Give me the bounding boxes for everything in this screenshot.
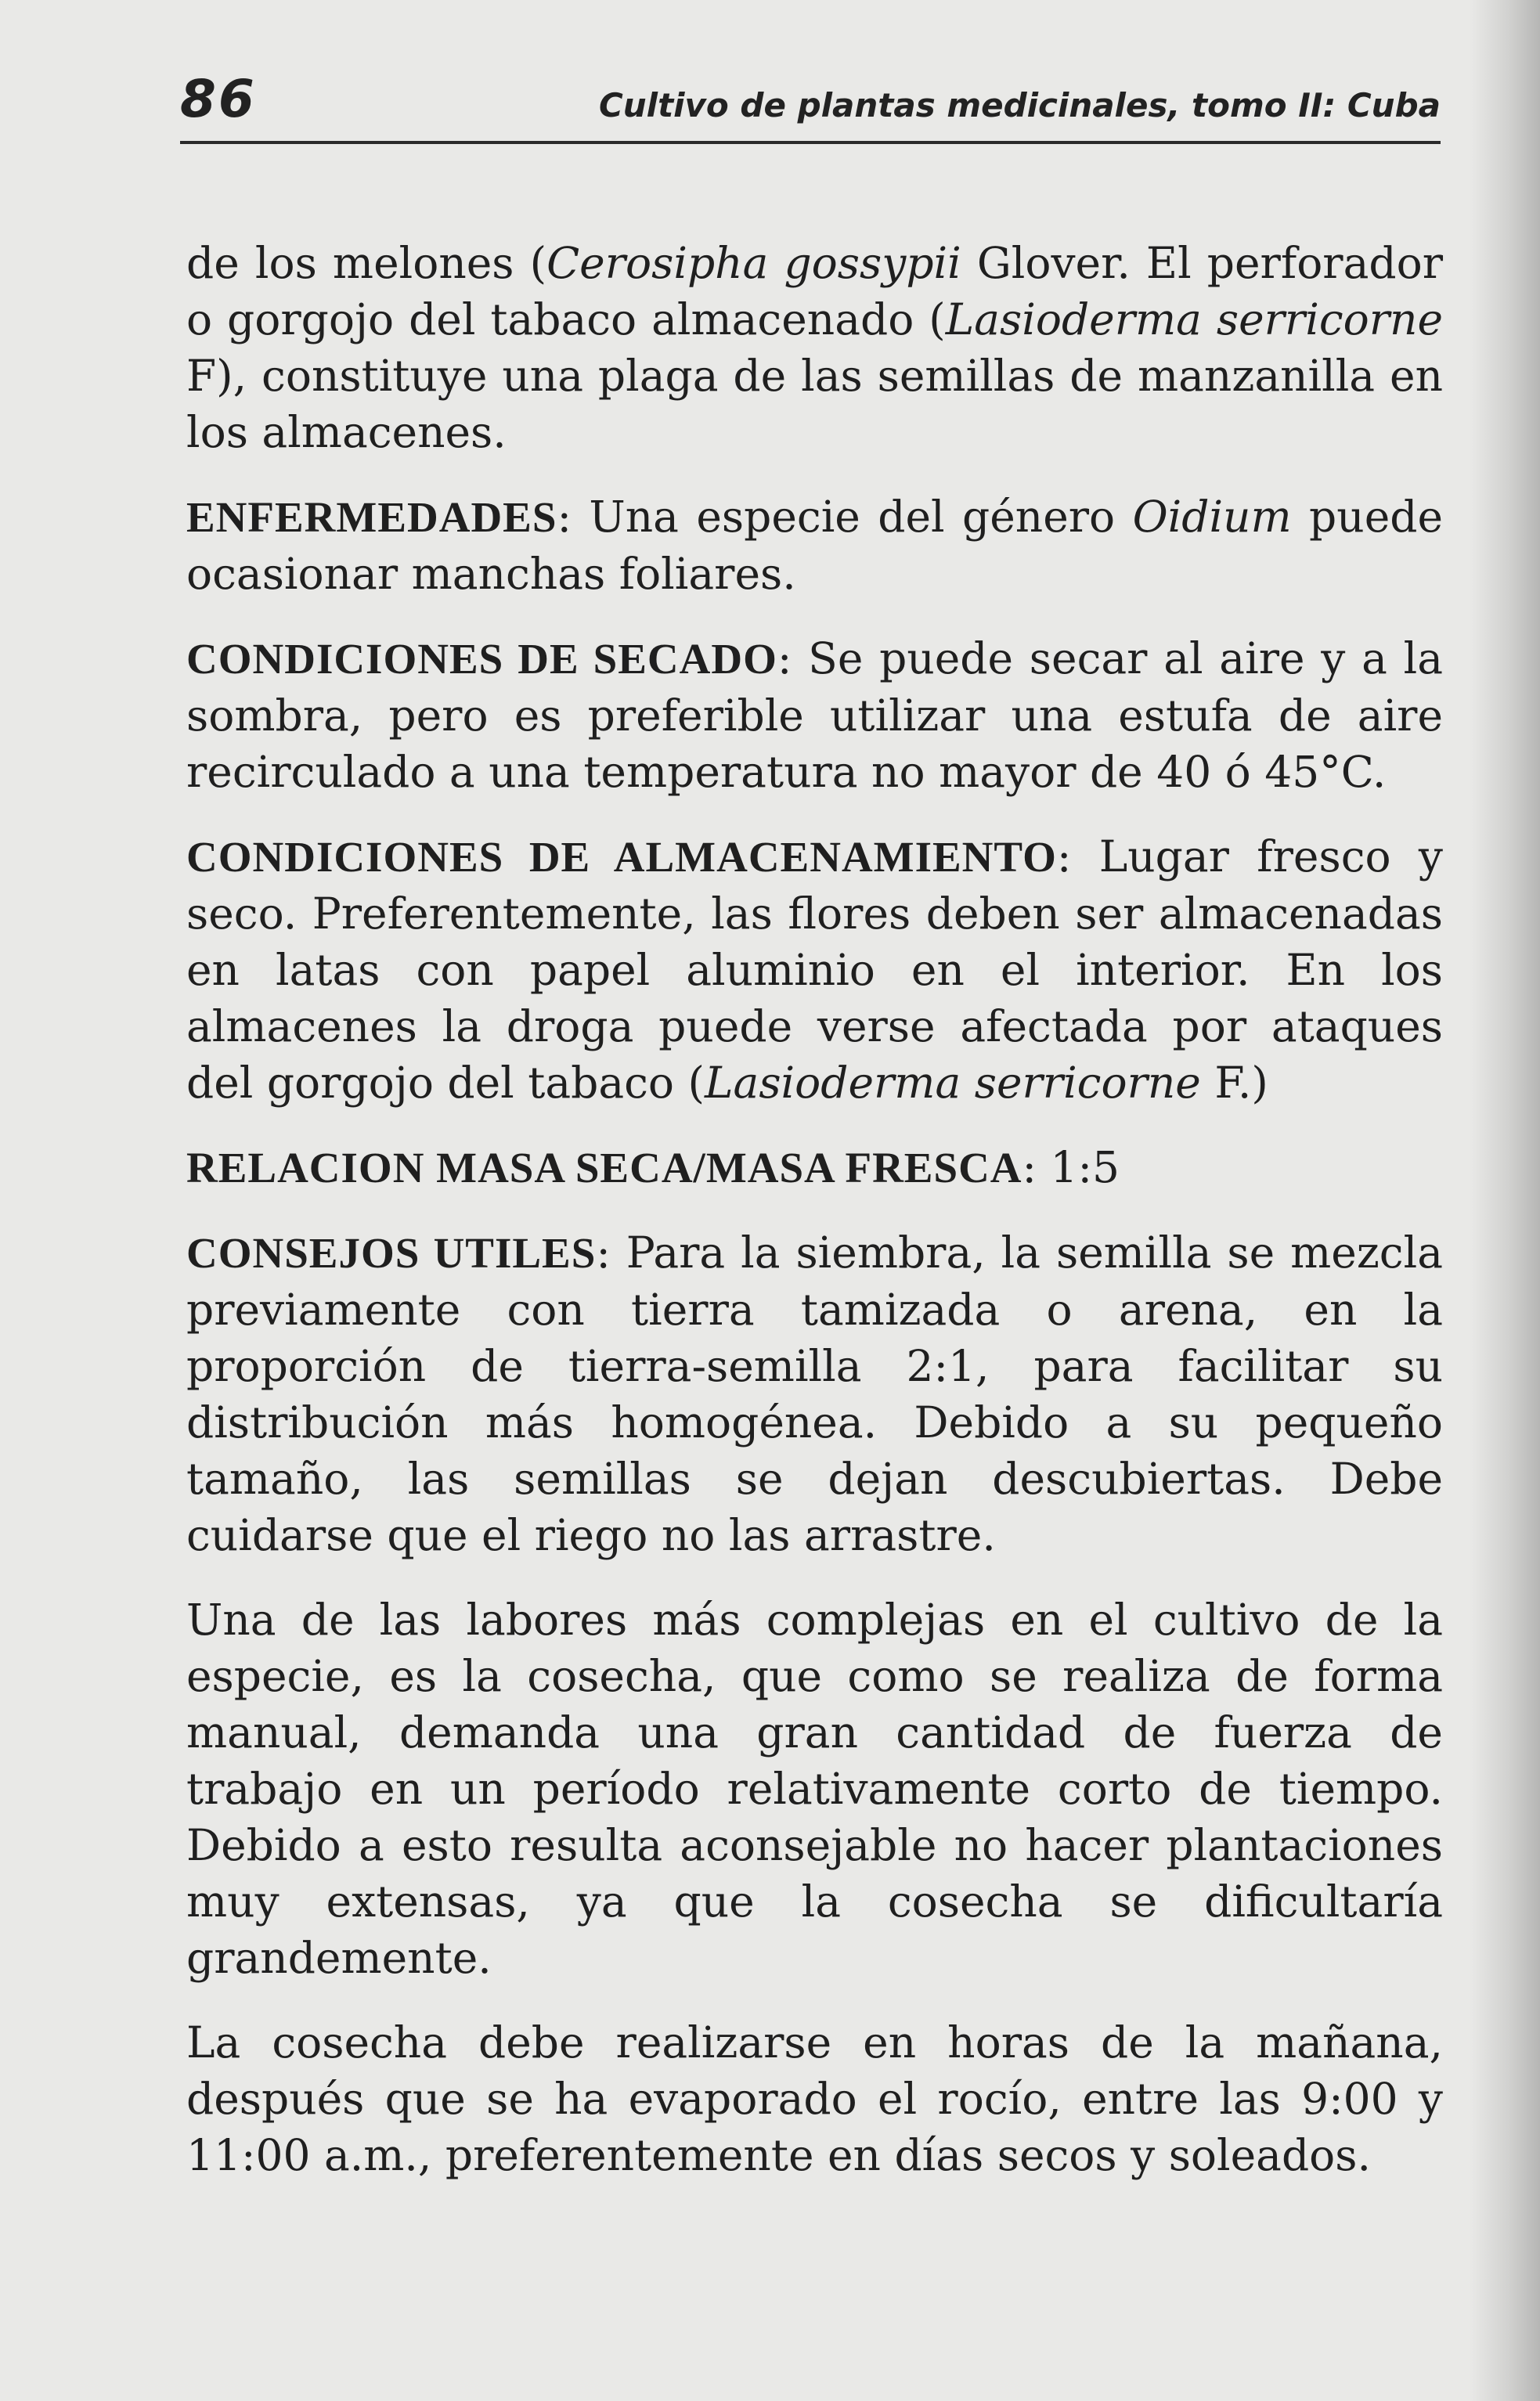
text-run: puede ocasionar manchas foliares. xyxy=(186,492,1443,599)
text-run: de los melones ( xyxy=(186,238,547,288)
text-run: : Lugar fresco y seco. Preferentemente, las flores deben ser almacenadas en latas con papel aluminio en el interior. En los almacenes la droga puede verse afectada por ataques del gorgojo del tabaco ( xyxy=(186,831,1443,1108)
body-text xyxy=(186,235,1443,2212)
paragraph-tips xyxy=(186,1224,1443,1563)
text-run: La cosecha debe realizarse en horas de la mañana, después que se ha evaporado el rocío, entre las 9:00 y 11:00 a.m., preferentemente en días secos y soleados. xyxy=(186,2017,1443,2180)
paragraph-drying xyxy=(186,630,1443,800)
section-label: ENFERMEDADES xyxy=(186,493,557,541)
text-run: Una de las labores más complejas en el cultivo de la especie, es la cosecha, que como se realiza de forma manual, demanda una gran cantidad de fuerza de trabajo en un período relativamente corto de tiempo. Debido a esto resulta aconsejable no hacer plantaciones muy extensas, ya que la cosecha se dificultaría grandemente. xyxy=(186,1595,1443,1983)
section-label: CONDICIONES DE ALMACENAMIENTO xyxy=(186,833,1057,881)
text-run: F), constituye una plaga de las semillas de manzanilla en los almacenes. xyxy=(186,351,1443,457)
scientific-name: Lasioderma serricorne xyxy=(705,1058,1201,1108)
text-run: : Se puede secar al aire y a la sombra, pero es preferible utilizar una estufa de aire recirculado a una temperatura no mayor de 40 ó 45°C. xyxy=(186,633,1443,797)
paragraph-diseases xyxy=(186,488,1443,602)
text-run: Glover. El perforador o gorgojo del tabaco almacenado ( xyxy=(186,238,1443,344)
scientific-name: Oidium xyxy=(1132,492,1292,542)
text-run: F.) xyxy=(1200,1058,1268,1108)
paragraph-harvest-labor xyxy=(186,1592,1443,1986)
running-head: Cultivo de plantas medicinales, tomo II: Cuba xyxy=(598,86,1441,124)
text-run: : Una especie del género xyxy=(557,492,1133,542)
section-label: CONDICIONES DE SECADO xyxy=(186,635,777,683)
scientific-name: Lasioderma serricorne xyxy=(945,294,1443,344)
page-edge-shadow xyxy=(1470,0,1540,2401)
page-number: 86 xyxy=(180,69,257,129)
section-label: RELACION MASA SECA/MASA FRESCA xyxy=(186,1144,1022,1191)
paragraph-harvest-timing xyxy=(186,2014,1443,2183)
paragraph-mass-ratio xyxy=(186,1139,1443,1196)
paragraph-storage xyxy=(186,828,1443,1111)
page-header xyxy=(180,63,1441,144)
text-run: : 1:5 xyxy=(1022,1142,1120,1192)
paragraph-pests xyxy=(186,235,1443,460)
text-run: : Para la siembra, la semilla se mezcla previamente con tierra tamizada o arena, en la proporción de tierra-semilla 2:1, para facilitar su distribución más homogénea. Debido a su pequeño tamaño, las semillas se dejan descubiertas. Debe cuidarse que el riego no las arrastre. xyxy=(186,1228,1443,1560)
scientific-name: Cerosipha gossypii xyxy=(546,238,961,288)
section-label: CONSEJOS UTILES xyxy=(186,1229,597,1277)
